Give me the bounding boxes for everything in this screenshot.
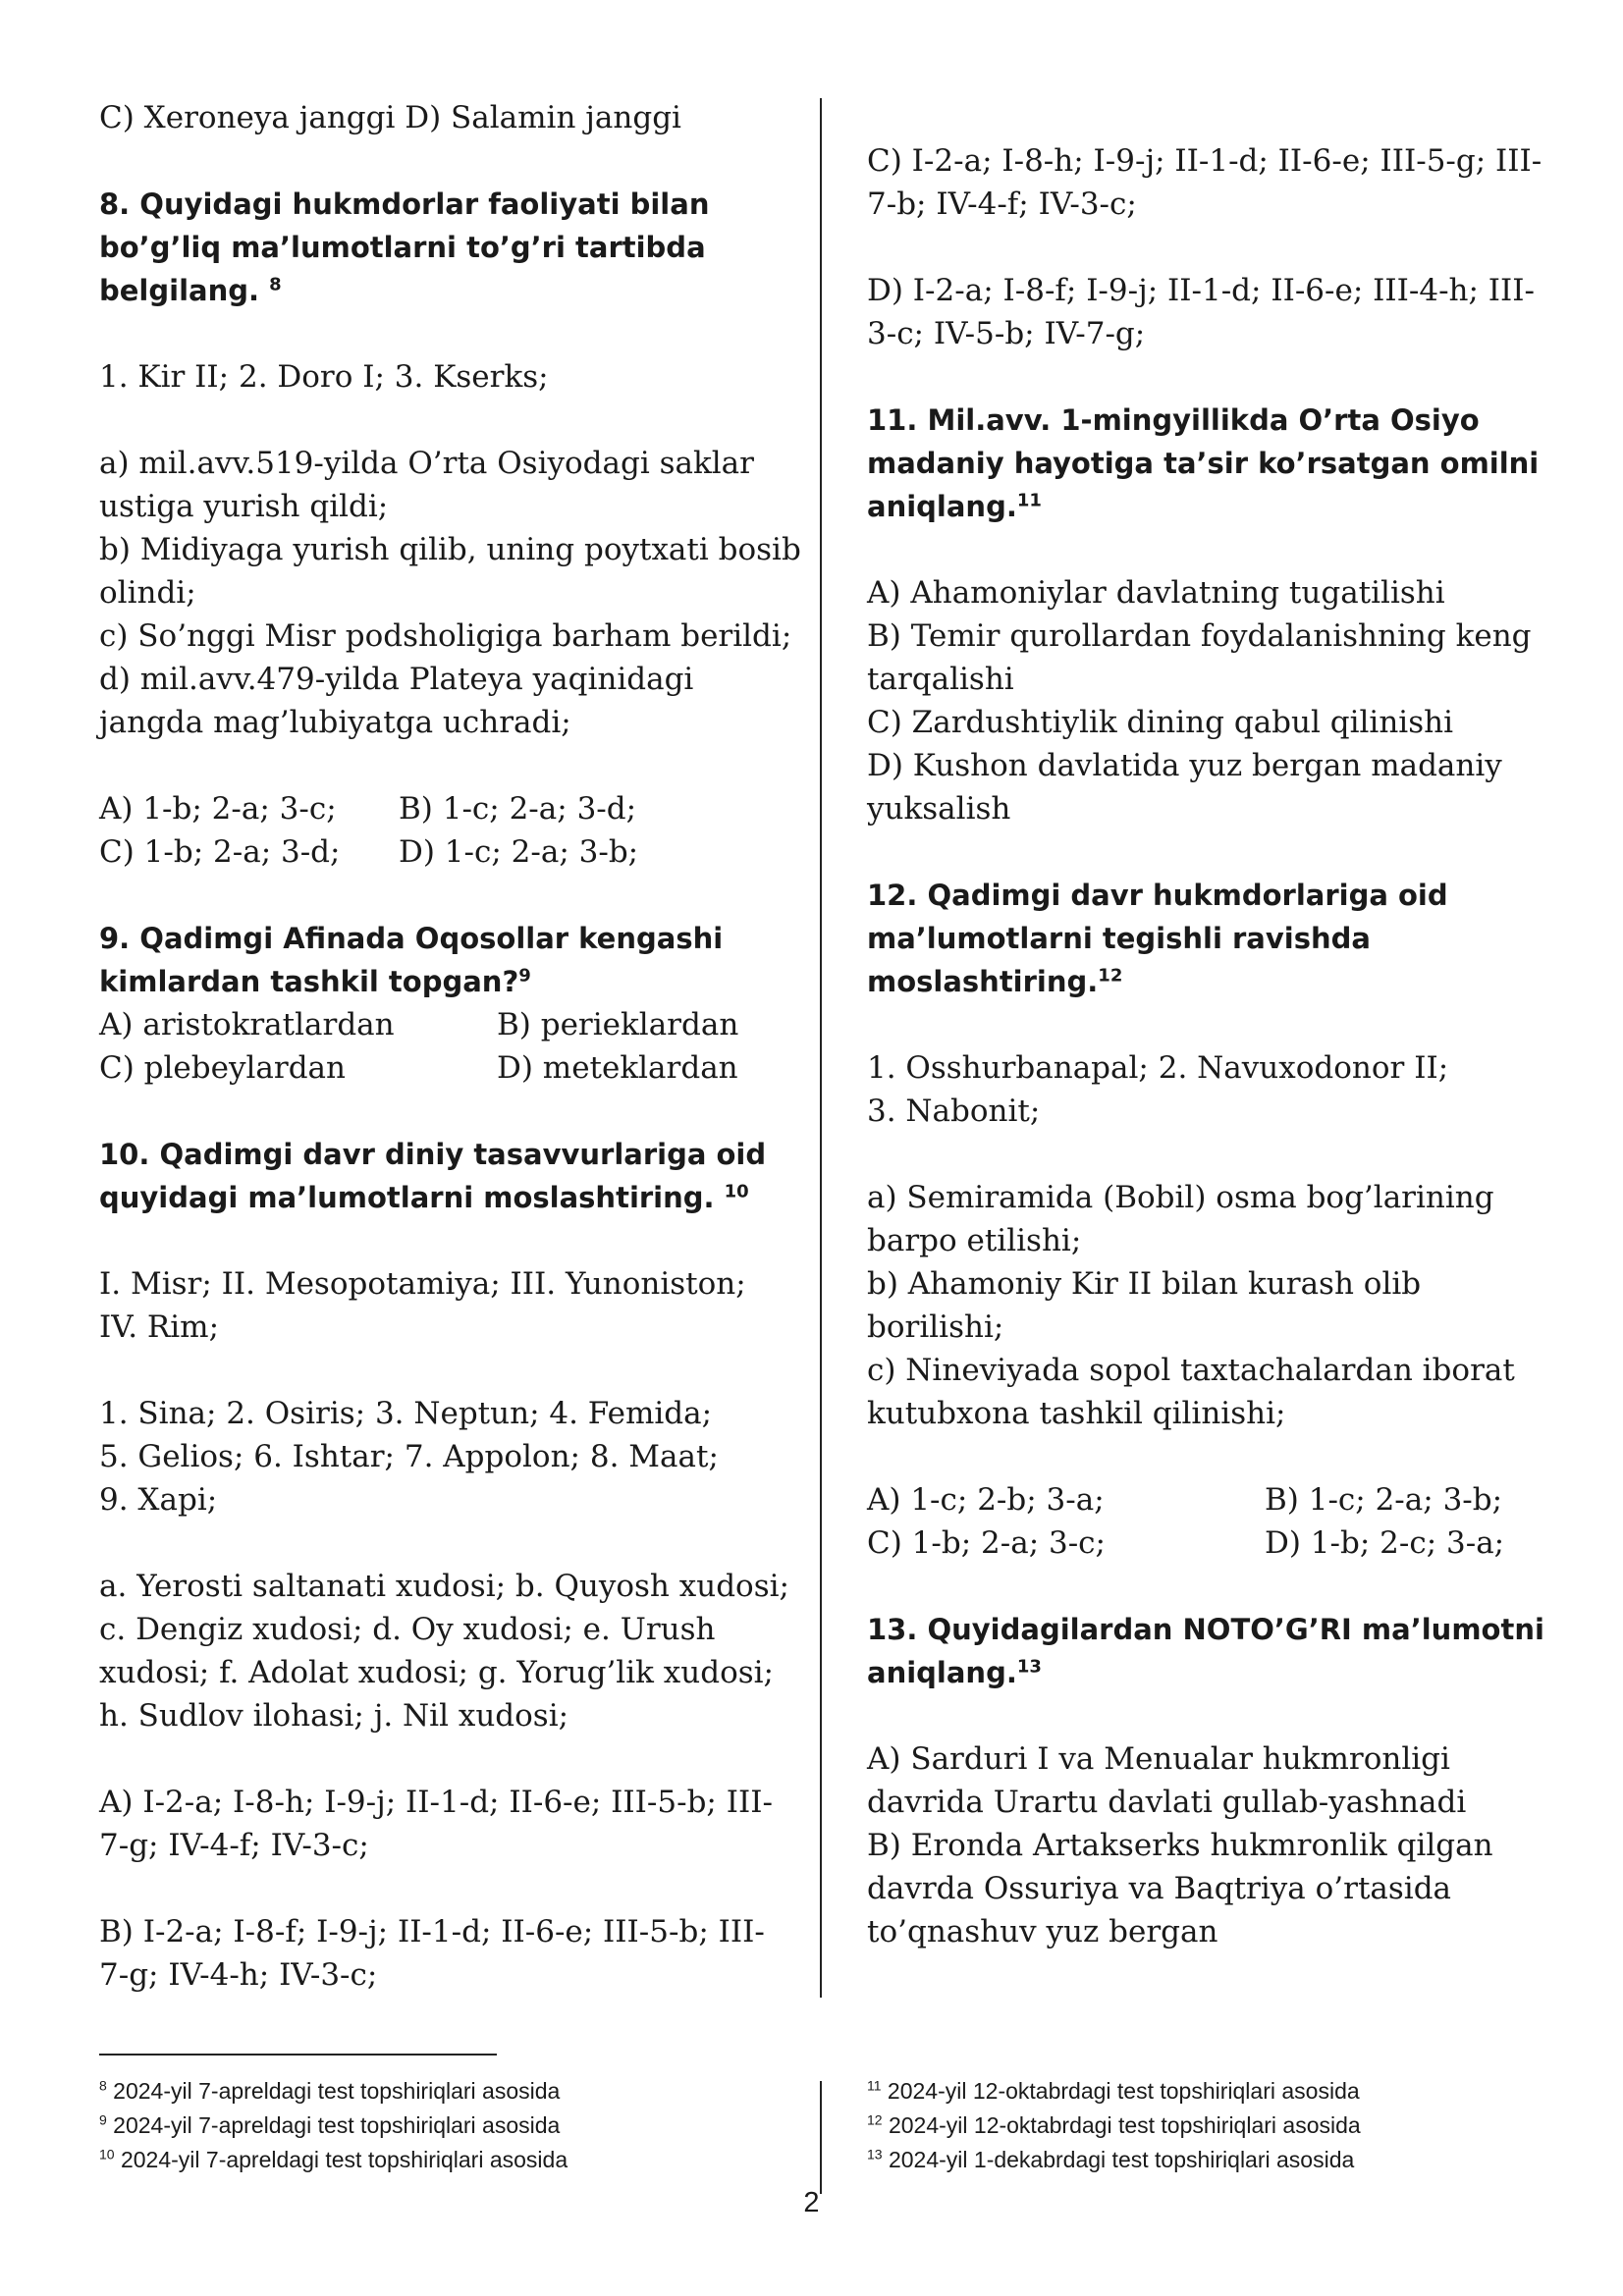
fact-line: c) Nineviyada sopol taxtachalardan iborat (867, 1353, 1515, 1388)
question-9 (99, 917, 786, 1090)
answer-line: D) I-2-a; I-8-f; I-9-j; II-1-d; II-6-e; III-4-h; III- (867, 273, 1536, 308)
roles-line: a. Yerosti saltanati xudosi; b. Quyosh xudosi; (99, 1569, 789, 1604)
question-title: ma’lumotlarni tegishli ravishda (867, 922, 1371, 955)
footnote-ref: 11 (1016, 490, 1042, 511)
answer-option-b[interactable]: B) perieklardan (497, 1007, 739, 1042)
footnote-number: 10 (99, 2146, 115, 2163)
answer-option-b-cont[interactable]: tarqalishi (867, 662, 1014, 697)
footnote (99, 2143, 568, 2177)
answer-option-a[interactable]: A) Ahamoniylar davlatning tugatilishi (867, 575, 1445, 611)
answer-row (867, 1522, 1535, 1565)
answer-line: 7-g; IV-4-f; IV-3-c; (99, 1828, 369, 1863)
question-title: belgilang. $^8$ (99, 274, 282, 307)
answer-row (867, 1478, 1535, 1522)
question-title: aniqlang.$^{11}$ (867, 490, 1042, 523)
question-title: 9. Qadimgi Afinada Oqosollar kengashi (99, 922, 724, 955)
footnote (867, 2074, 1361, 2109)
answer-option-c[interactable]: C) 1-b; 2-a; 3-d; (99, 834, 341, 870)
gods-line: 9. Xapi; (99, 1482, 218, 1518)
answer-line: C) I-2-a; I-8-h; I-9-j; II-1-d; II-6-e; III-5-g; III- (867, 143, 1542, 179)
answer-line: 7-g; IV-4-h; IV-3-c; (99, 1957, 378, 1993)
answer-line: B) I-2-a; I-8-f; I-9-j; II-1-d; II-6-e; III-5-b; III- (99, 1914, 765, 1949)
question-title: 10. Qadimgi davr diniy tasavvurlariga oid (99, 1138, 767, 1171)
question-13 (867, 1608, 1544, 1953)
footnote-text: 2024-yil 7-apreldagi test topshiriqlari asosida (106, 2078, 561, 2104)
answer-option-a[interactable]: A) Sarduri I va Menualar hukmronligi (867, 1741, 1450, 1777)
answer-option-d[interactable]: D) Kushon davlatida yuz bergan madaniy (867, 748, 1502, 783)
question-title: 13. Quyidagilardan NOTO’G’RI ma’lumotni (867, 1613, 1544, 1646)
footnote-divider (820, 2081, 822, 2194)
fact-line: d) mil.avv.479-yilda Plateya yaqinidagi (99, 662, 694, 697)
answer-line: 3-c; IV-5-b; IV-7-g; (867, 316, 1146, 351)
answer-option-d[interactable]: D) meteklardan (497, 1050, 738, 1086)
question-title: kimlardan tashkil topgan?$^9$ (99, 965, 531, 998)
footnote-number: 12 (867, 2111, 883, 2128)
column-divider (820, 98, 822, 1998)
answer-option-b-cont[interactable]: davrda Ossuriya va Baqtriya o’rtasida (867, 1871, 1452, 1906)
question-items: 1. Kir II; 2. Doro I; 3. Kserks; (99, 359, 549, 395)
answer-row (99, 1003, 786, 1046)
footnote-ref: 8 (269, 274, 282, 295)
footnotes-right (867, 2074, 1361, 2177)
countries-line: IV. Rim; (99, 1309, 220, 1345)
answer-option-c[interactable] (867, 139, 1542, 226)
roles-line: xudosi; f. Adolat xudosi; g. Yorug’lik xudosi; (99, 1655, 774, 1690)
footnote (99, 2109, 568, 2143)
answer-option-b[interactable] (99, 1910, 786, 1997)
answer-option-a[interactable]: A) 1-b; 2-a; 3-c; (99, 791, 337, 827)
answer-row (99, 787, 786, 830)
right-column (867, 139, 1544, 1953)
footnote-ref: 13 (1016, 1656, 1042, 1678)
answer-option-b[interactable]: B) Eronda Artakserks hukmronlik qilgan (867, 1828, 1493, 1863)
question-title: quyidagi ma’lumotlarni moslashtiring. $^{10}$ (99, 1181, 749, 1214)
footnote-text: 2024-yil 7-apreldagi test topshiriqlari asosida (106, 2112, 561, 2138)
footnote (867, 2109, 1361, 2143)
answer-option-b[interactable]: B) Temir qurollardan foydalanishning keng (867, 618, 1532, 654)
answer-option-d[interactable]: D) 1-b; 2-c; 3-a; (1265, 1525, 1505, 1561)
question-title: moslashtiring.$^{12}$ (867, 965, 1123, 998)
fact-line: b) Midiyaga yurish qilib, uning poytxati bosib (99, 532, 801, 567)
answer-row (99, 830, 786, 874)
q7-options-tail: C) Xeroneya janggi D) Salamin janggi (99, 100, 681, 135)
footnote-ref: 9 (518, 965, 531, 987)
question-10 (99, 1133, 789, 1997)
footnote (99, 2074, 568, 2109)
question-items: 3. Nabonit; (867, 1094, 1041, 1129)
question-title: 11. Mil.avv. 1-mingyillikda O’rta Osiyo (867, 403, 1480, 437)
footnote-text: 2024-yil 7-apreldagi test topshiriqlari asosida (114, 2147, 568, 2172)
footnote-number: 8 (99, 2077, 107, 2094)
answer-option-b[interactable]: B) 1-c; 2-a; 3-b; (1265, 1482, 1503, 1518)
footnote-ref: 12 (1098, 965, 1123, 987)
answer-option-b-cont[interactable]: to’qnashuv yuz bergan (867, 1914, 1218, 1949)
footnote (867, 2143, 1361, 2177)
answer-option-a[interactable]: A) aristokratlardan (99, 1007, 395, 1042)
answer-option-d[interactable] (867, 269, 1535, 355)
fact-line: ustiga yurish qildi; (99, 489, 389, 524)
footnote-text: 2024-yil 12-oktabrdagi test topshiriqlari asosida (881, 2078, 1360, 2104)
answer-row (99, 1046, 786, 1090)
fact-line: barpo etilishi; (867, 1223, 1082, 1258)
fact-line: jangda mag’lubiyatga uchradi; (99, 705, 571, 740)
question-items: 1. Osshurbanapal; 2. Navuxodonor II; (867, 1050, 1449, 1086)
question-8 (99, 183, 801, 874)
page-number: 2 (803, 2187, 820, 2218)
roles-line: c. Dengiz xudosi; d. Oy xudosi; e. Urush (99, 1612, 716, 1647)
footnote-ref: 10 (724, 1181, 749, 1202)
question-title: 8. Quyidagi hukmdorlar faoliyati bilan (99, 187, 710, 221)
question-title: madaniy hayotiga ta’sir ko’rsatgan omilni (867, 447, 1540, 480)
answer-option-a-cont[interactable]: davrida Urartu davlati gullab-yashnadi (867, 1785, 1467, 1820)
footnote-number: 13 (867, 2146, 883, 2163)
question-title: bo’g’liq ma’lumotlarni to’g’ri tartibda (99, 231, 706, 264)
answer-option-c[interactable]: C) 1-b; 2-a; 3-c; (867, 1525, 1106, 1561)
roles-line: h. Sudlov ilohasi; j. Nil xudosi; (99, 1698, 569, 1734)
answer-option-c[interactable]: C) Zardushtiylik dining qabul qilinishi (867, 705, 1454, 740)
fact-line: a) mil.avv.519-yilda O’rta Osiyodagi saklar (99, 446, 754, 481)
answer-option-d[interactable]: D) 1-c; 2-a; 3-b; (399, 834, 639, 870)
answer-option-c[interactable]: C) plebeylardan (99, 1050, 346, 1086)
answer-option-d-cont[interactable]: yuksalish (867, 791, 1011, 827)
footnotes-left (99, 2074, 568, 2177)
question-12 (867, 874, 1535, 1565)
answer-option-a[interactable] (99, 1781, 786, 1867)
question-11 (867, 399, 1540, 830)
footnote-text: 2024-yil 12-oktabrdagi test topshiriqlari asosida (882, 2112, 1361, 2138)
answer-line: 7-b; IV-4-f; IV-3-c; (867, 187, 1137, 222)
answer-line: A) I-2-a; I-8-h; I-9-j; II-1-d; II-6-e; III-5-b; III- (99, 1785, 773, 1820)
answer-option-b[interactable]: B) 1-c; 2-a; 3-d; (399, 791, 637, 827)
fact-line: olindi; (99, 575, 196, 611)
fact-line: a) Semiramida (Bobil) osma bog’larining (867, 1180, 1494, 1215)
footnote-number: 9 (99, 2111, 107, 2128)
question-title: 12. Qadimgi davr hukmdorlariga oid (867, 879, 1448, 912)
left-column (99, 96, 801, 1997)
gods-line: 5. Gelios; 6. Ishtar; 7. Appolon; 8. Maat; (99, 1439, 719, 1474)
footnote-rule (99, 2054, 497, 2056)
countries-line: I. Misr; II. Mesopotamiya; III. Yunoniston; (99, 1266, 746, 1302)
answer-option-a[interactable]: A) 1-c; 2-b; 3-a; (867, 1482, 1105, 1518)
fact-line: kutubxona tashkil qilinishi; (867, 1396, 1286, 1431)
fact-line: b) Ahamoniy Kir II bilan kurash olib (867, 1266, 1422, 1302)
fact-line: borilishi; (867, 1309, 1004, 1345)
question-title: aniqlang.$^{13}$ (867, 1656, 1042, 1689)
footnote-number: 11 (867, 2077, 882, 2094)
fact-line: c) So’nggi Misr podsholigiga barham berildi; (99, 618, 792, 654)
gods-line: 1. Sina; 2. Osiris; 3. Neptun; 4. Femida; (99, 1396, 713, 1431)
footnote-text: 2024-yil 1-dekabrdagi test topshiriqlari asosida (882, 2147, 1355, 2172)
